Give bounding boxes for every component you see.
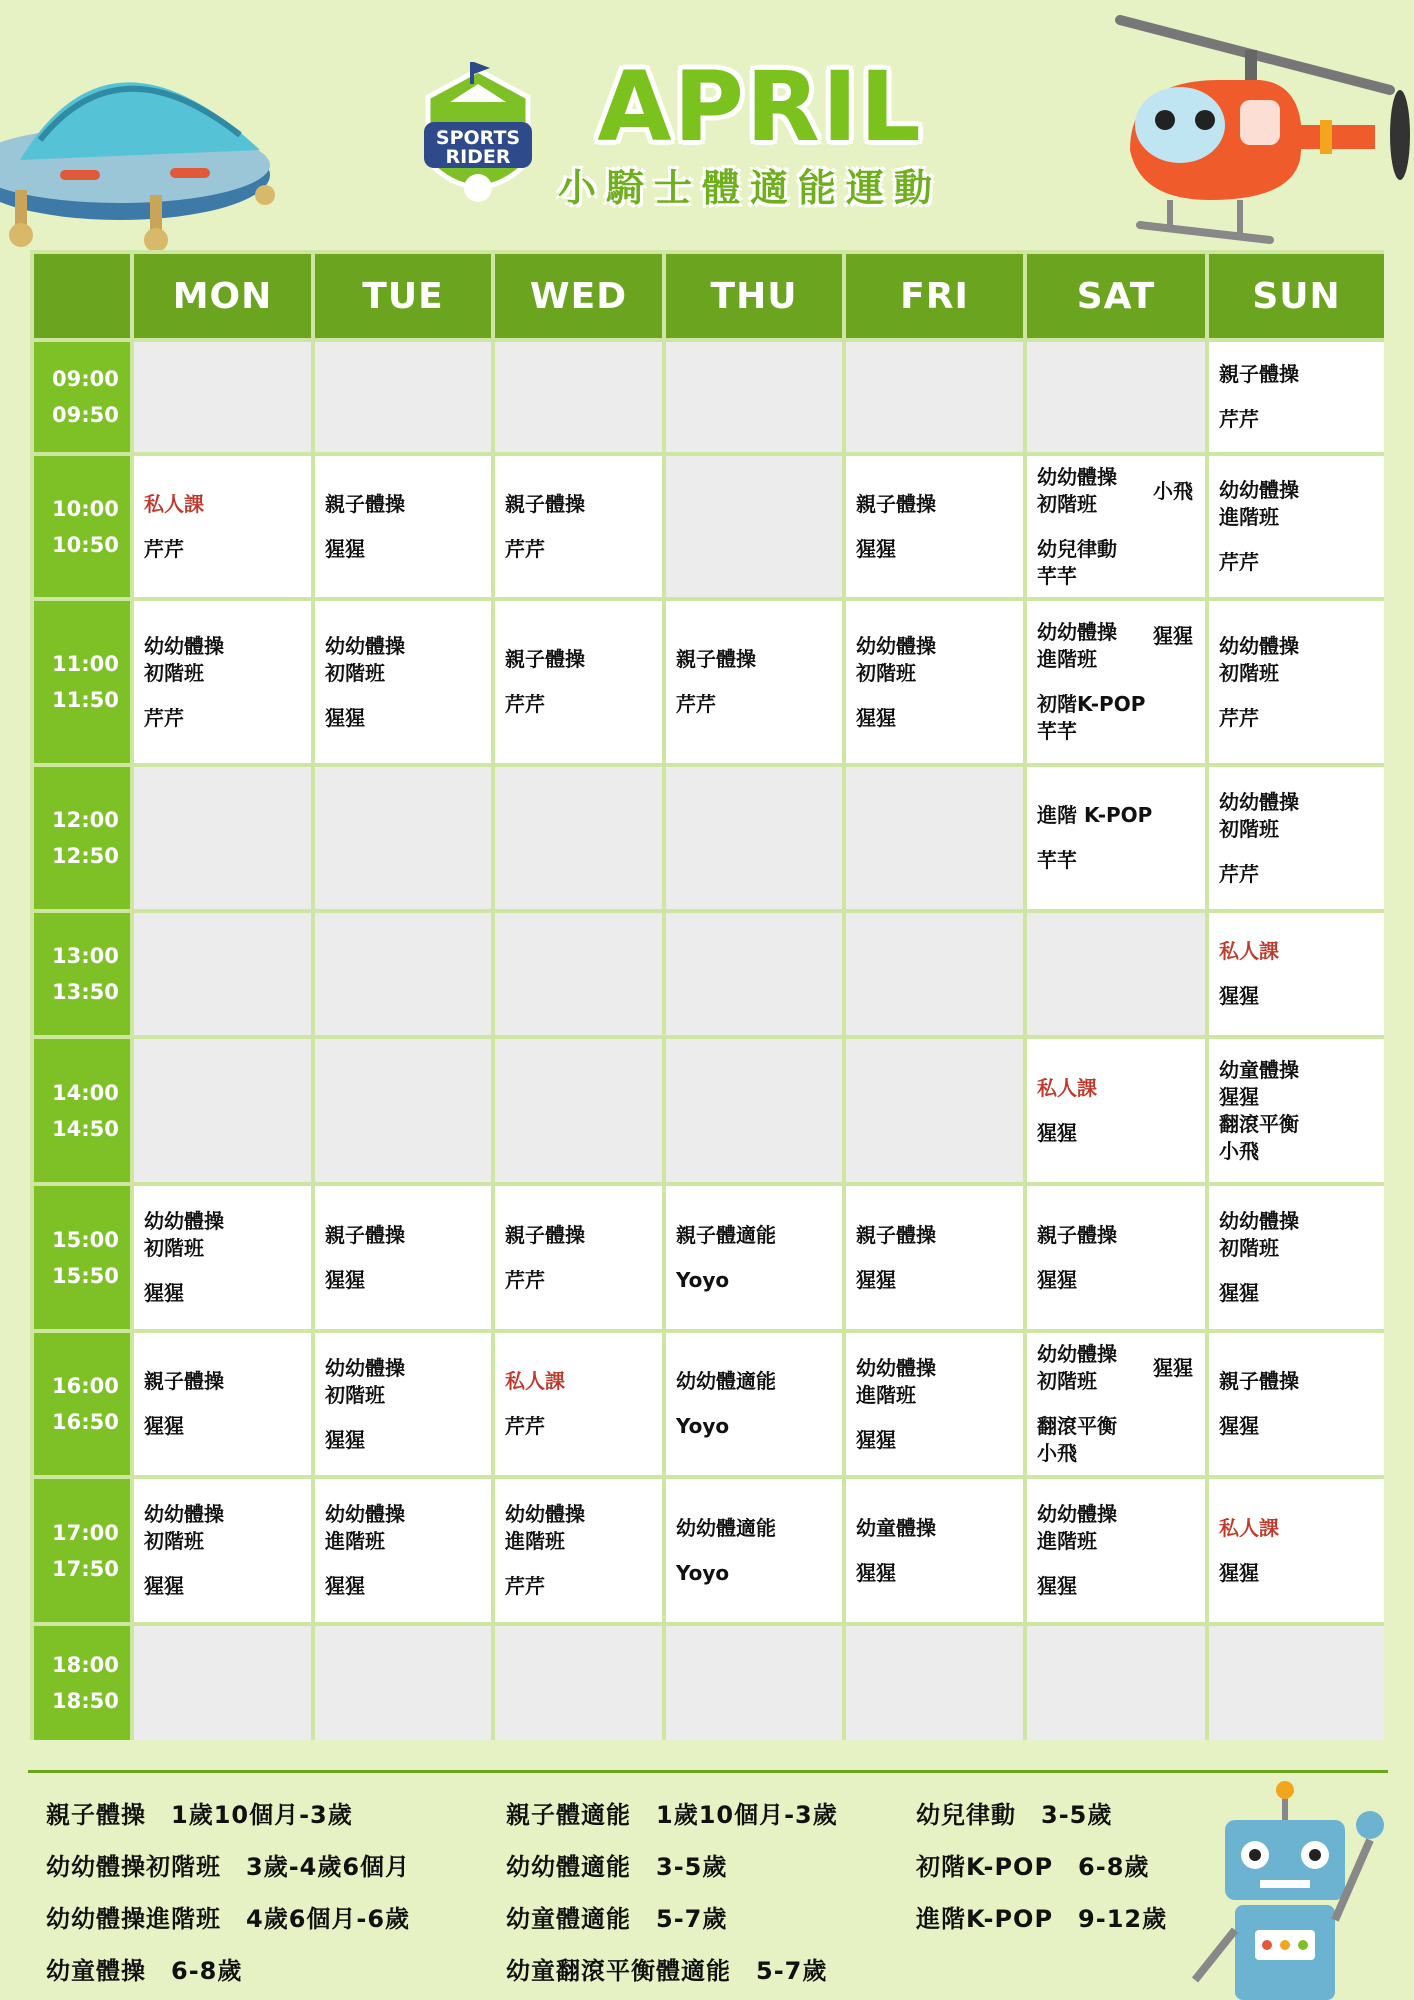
logo-text-line1: SPORTS: [435, 127, 521, 149]
class-detail: 芹芹: [505, 1267, 545, 1292]
class-cell: [1027, 1333, 1205, 1475]
class-cell: [134, 1186, 311, 1329]
class-cell: [1209, 456, 1384, 597]
class-cell: [846, 1186, 1023, 1329]
class-detail: 猩猩: [856, 536, 896, 561]
class-name: 親子體操: [325, 491, 405, 516]
cell-spacer: [144, 1262, 301, 1280]
class-name: 親子體操: [856, 1222, 936, 1247]
class-detail: 初階班: [1219, 816, 1279, 841]
time-start: 10:00: [52, 496, 119, 521]
class-cell: [315, 601, 491, 763]
cell-spacer: [676, 1395, 832, 1413]
time-slot-label: [34, 1333, 130, 1475]
class-name: 幼幼體操: [1037, 1502, 1117, 1526]
class-detail: 猩猩: [1219, 984, 1259, 1008]
cell-spacer: [505, 673, 652, 691]
class-name: 幼幼體操: [144, 633, 224, 658]
empty-cell: [495, 1039, 662, 1182]
empty-cell: [134, 342, 311, 452]
class-detail: 芊芊: [1037, 719, 1077, 743]
class-name: 親子體操: [505, 1222, 585, 1247]
class-detail: 初階班: [856, 660, 916, 685]
class-detail: 芊芊: [1037, 563, 1077, 588]
class-name: 私人課: [505, 1369, 565, 1393]
class-detail: 猩猩: [856, 705, 896, 730]
time-slot-label: [34, 1626, 130, 1740]
cell-spacer: [676, 1542, 832, 1560]
class-name: 幼幼體操: [144, 1209, 224, 1233]
class-cell: [315, 1186, 491, 1329]
class-name: 幼幼體操: [144, 1502, 224, 1526]
class-name: 親子體操: [325, 1222, 405, 1247]
class-detail: 猩猩: [144, 1281, 184, 1305]
class-detail: 翻滾平衡: [1037, 1414, 1117, 1438]
cell-spacer: [1219, 1262, 1374, 1280]
class-cell: [315, 1333, 491, 1475]
class-detail: 猩猩: [1037, 1574, 1077, 1598]
class-detail: 猩猩: [144, 1574, 184, 1598]
class-cell: [1209, 913, 1384, 1035]
class-detail: 芹芹: [505, 1414, 545, 1438]
class-detail: 初階K-POP: [1037, 692, 1146, 716]
class-name: 幼幼體操: [1219, 633, 1299, 658]
legend-item: 進階K-POP 9-12歲: [916, 1905, 1168, 1933]
cell-spacer: [676, 673, 832, 691]
class-cell: [1209, 601, 1384, 763]
class-name: 幼幼體操: [1037, 464, 1117, 489]
cell-spacer: [144, 687, 301, 705]
cell-spacer: [325, 1409, 481, 1427]
class-detail: 芊芊: [1037, 848, 1077, 872]
class-cell: [1027, 1039, 1205, 1182]
day-header-thu: THU: [666, 254, 842, 338]
time-slot-label: [34, 456, 130, 597]
time-slot-label: [34, 913, 130, 1035]
class-detail: 猩猩: [325, 705, 365, 730]
class-cell: [1209, 342, 1384, 452]
cell-spacer: [676, 1249, 832, 1267]
class-name: 親子體操: [1219, 1369, 1299, 1393]
cell-spacer: [1037, 1395, 1195, 1413]
class-detail: 初階班: [144, 1236, 204, 1260]
class-name: 親子體操: [505, 647, 585, 671]
class-cell: [1209, 767, 1384, 909]
legend-item: 親子體操 1歲10個月-3歲: [46, 1801, 353, 1829]
cell-spacer: [1037, 673, 1195, 691]
legend-item: 親子體適能 1歲10個月-3歲: [506, 1801, 838, 1829]
empty-cell: [134, 1039, 311, 1182]
class-detail: 芹芹: [1219, 550, 1259, 574]
class-detail: 進階班: [325, 1529, 385, 1553]
day-header-tue: TUE: [315, 254, 491, 338]
empty-cell: [666, 456, 842, 597]
class-detail: 芹芹: [144, 705, 184, 730]
cell-spacer: [1219, 843, 1374, 861]
empty-cell: [666, 1626, 842, 1740]
day-header-fri: FRI: [846, 254, 1023, 338]
time-end: 17:50: [52, 1556, 119, 1581]
class-detail: 猩猩: [325, 536, 365, 561]
second-instructor: 猩猩: [1153, 1356, 1193, 1380]
class-detail: 初階班: [325, 660, 385, 685]
class-name: 進階 K-POP: [1037, 803, 1153, 827]
legend-item: 初階K-POP 6-8歲: [916, 1853, 1150, 1881]
class-detail: 猩猩: [1219, 1084, 1259, 1109]
empty-cell: [315, 1039, 491, 1182]
timetable: [30, 250, 1384, 1740]
class-detail: 初階班: [1037, 491, 1097, 516]
legend-item: 幼幼體操初階班 3歲-4歲6個月: [46, 1853, 411, 1881]
class-detail: 猩猩: [1037, 1120, 1077, 1145]
class-detail: 進階班: [1037, 647, 1097, 671]
class-name: 幼幼體適能: [676, 1515, 776, 1540]
page-subtitle: 小騎士體適能運動: [557, 166, 942, 210]
class-cell: [134, 1333, 311, 1475]
class-detail: 芹芹: [505, 536, 545, 561]
class-cell: [134, 601, 311, 763]
class-detail: 芹芹: [1219, 861, 1259, 886]
class-detail: 芹芹: [1219, 705, 1259, 730]
legend-divider: [28, 1770, 1388, 1773]
day-header-sun: SUN: [1209, 254, 1384, 338]
class-detail: 初階班: [1219, 660, 1279, 685]
ufo-illustration: [0, 30, 300, 260]
time-start: 13:00: [52, 944, 119, 968]
class-cell: [495, 1479, 662, 1622]
class-detail: Yoyo: [676, 1414, 730, 1438]
empty-cell: [1027, 1626, 1205, 1740]
class-detail: 進階班: [856, 1382, 916, 1407]
empty-cell: [1027, 913, 1205, 1035]
legend-item: 幼幼體操進階班 4歲6個月-6歲: [46, 1905, 411, 1933]
empty-cell: [666, 767, 842, 909]
cell-spacer: [1219, 1542, 1374, 1560]
time-slot-label: [34, 1039, 130, 1182]
class-cell: [846, 1333, 1023, 1475]
cell-spacer: [144, 1395, 301, 1413]
class-detail: 翻滾平衡: [1219, 1111, 1299, 1136]
empty-cell: [134, 913, 311, 1035]
legend-item: 幼童體適能 5-7歲: [506, 1905, 728, 1933]
class-name: 幼幼體操: [325, 633, 405, 658]
class-name: 幼幼體操: [856, 1355, 936, 1380]
day-header-sat: SAT: [1027, 254, 1205, 338]
empty-cell: [315, 913, 491, 1035]
time-start: 18:00: [52, 1653, 119, 1677]
class-cell: [495, 1333, 662, 1475]
cell-spacer: [1219, 388, 1374, 406]
class-detail: 猩猩: [1219, 1414, 1259, 1438]
cell-spacer: [856, 518, 1013, 536]
class-name: 私人課: [144, 491, 204, 516]
time-end: 18:50: [52, 1689, 119, 1713]
time-start: 14:00: [52, 1080, 119, 1105]
class-name: 幼幼體操: [1219, 1209, 1299, 1233]
class-detail: 猩猩: [856, 1560, 896, 1585]
cell-spacer: [856, 1409, 1013, 1427]
time-start: 16:00: [52, 1374, 119, 1398]
class-cell: [495, 456, 662, 597]
class-name: 親子體操: [144, 1369, 224, 1393]
time-slot-label: [34, 767, 130, 909]
empty-cell: [1027, 342, 1205, 452]
cell-spacer: [505, 1395, 652, 1413]
time-slot-label: [34, 1186, 130, 1329]
cell-spacer: [1219, 1395, 1374, 1413]
cell-spacer: [1037, 1555, 1195, 1573]
class-detail: 初階班: [1219, 1236, 1279, 1260]
cell-spacer: [1037, 1249, 1195, 1267]
class-cell: [846, 601, 1023, 763]
class-cell: [495, 1186, 662, 1329]
class-cell: [315, 1479, 491, 1622]
empty-cell: [666, 913, 842, 1035]
class-detail: 猩猩: [856, 1267, 896, 1292]
class-detail: 芹芹: [505, 1574, 545, 1598]
empty-cell: [315, 1626, 491, 1740]
second-instructor: 猩猩: [1153, 624, 1193, 648]
time-slot-label: [34, 601, 130, 763]
class-name: 幼幼體適能: [676, 1369, 776, 1393]
empty-cell: [495, 767, 662, 909]
empty-cell: [846, 1039, 1023, 1182]
class-name: 親子體操: [856, 491, 936, 516]
class-name: 幼幼體操: [856, 633, 936, 658]
class-detail: 初階班: [144, 1529, 204, 1553]
class-detail: 幼兒律動: [1037, 536, 1117, 561]
class-detail: 小飛: [1037, 1441, 1077, 1465]
cell-spacer: [325, 518, 481, 536]
cell-spacer: [144, 518, 301, 536]
empty-cell: [846, 342, 1023, 452]
time-start: 17:00: [52, 1520, 119, 1545]
class-name: 幼童體操: [856, 1515, 936, 1540]
class-detail: 芹芹: [505, 692, 545, 716]
class-cell: [666, 601, 842, 763]
class-detail: 初階班: [325, 1382, 385, 1407]
class-detail: 猩猩: [856, 1427, 896, 1452]
class-detail: 進階班: [1219, 505, 1279, 529]
empty-cell: [846, 767, 1023, 909]
time-start: 09:00: [52, 367, 119, 391]
legend-item: 幼幼體適能 3-5歲: [506, 1853, 728, 1881]
class-name: 私人課: [1037, 1075, 1097, 1100]
class-name: 幼幼體操: [1219, 789, 1299, 814]
class-name: 親子體操: [1037, 1222, 1117, 1247]
time-end: 15:50: [52, 1263, 119, 1288]
cell-spacer: [505, 1555, 652, 1573]
time-end: 16:50: [52, 1410, 119, 1434]
cell-spacer: [1037, 1102, 1195, 1120]
class-cell: [666, 1479, 842, 1622]
class-name: 親子體適能: [676, 1222, 776, 1247]
empty-cell: [315, 342, 491, 452]
class-detail: 初階班: [1037, 1369, 1097, 1393]
time-end: 12:50: [52, 844, 119, 868]
class-detail: 小飛: [1219, 1138, 1259, 1163]
cell-spacer: [856, 1542, 1013, 1560]
class-name: 幼幼體操: [1037, 1342, 1117, 1366]
empty-cell: [495, 342, 662, 452]
cell-spacer: [856, 687, 1013, 705]
empty-cell: [134, 1626, 311, 1740]
time-end: 11:50: [52, 688, 119, 712]
legend-item: 幼童翻滾平衡體適能 5-7歲: [506, 1957, 828, 1985]
cell-spacer: [505, 518, 652, 536]
class-name: 私人課: [1219, 1515, 1279, 1540]
header-corner: [34, 254, 130, 338]
class-name: 親子體操: [505, 491, 585, 516]
class-cell: [1027, 1186, 1205, 1329]
class-cell: [1027, 767, 1205, 909]
empty-cell: [495, 1626, 662, 1740]
class-detail: 猩猩: [325, 1574, 365, 1598]
empty-cell: [666, 342, 842, 452]
cell-spacer: [1219, 965, 1374, 983]
cell-spacer: [1037, 829, 1195, 847]
class-name: 幼幼體操: [1219, 478, 1299, 502]
second-instructor: 小飛: [1153, 479, 1193, 503]
time-end: 14:50: [52, 1116, 119, 1141]
class-detail: 猩猩: [144, 1414, 184, 1438]
time-end: 10:50: [52, 532, 119, 557]
class-detail: 猩猩: [1219, 1560, 1259, 1585]
time-start: 11:00: [52, 652, 119, 676]
class-cell: [1209, 1186, 1384, 1329]
class-name: 私人課: [1219, 939, 1279, 963]
class-name: 幼幼體操: [505, 1502, 585, 1526]
class-detail: Yoyo: [676, 1267, 730, 1292]
time-slot-label: [34, 342, 130, 452]
class-name: 幼幼體操: [1037, 620, 1117, 644]
class-name: 幼童體操: [1219, 1057, 1299, 1082]
time-end: 13:50: [52, 980, 119, 1004]
cell-spacer: [325, 1555, 481, 1573]
class-cell: [1027, 1479, 1205, 1622]
class-cell: [1027, 601, 1205, 763]
cell-spacer: [1219, 687, 1374, 705]
class-detail: 猩猩: [1037, 1267, 1077, 1292]
cell-spacer: [1037, 518, 1195, 536]
sports-rider-logo: [420, 62, 536, 212]
robot-illustration: [1175, 1780, 1395, 2000]
legend-item: 幼兒律動 3-5歲: [916, 1801, 1113, 1829]
legend-item: 幼童體操 6-8歲: [46, 1957, 243, 1985]
class-cell: [846, 1479, 1023, 1622]
empty-cell: [315, 767, 491, 909]
class-detail: 進階班: [1037, 1529, 1097, 1553]
empty-cell: [846, 913, 1023, 1035]
class-cell: [134, 1479, 311, 1622]
empty-cell: [1209, 1626, 1384, 1740]
class-cell: [846, 456, 1023, 597]
class-cell: [1027, 456, 1205, 597]
cell-spacer: [505, 1249, 652, 1267]
empty-cell: [666, 1039, 842, 1182]
class-detail: Yoyo: [676, 1560, 730, 1585]
class-name: 親子體操: [676, 647, 756, 671]
class-cell: [1209, 1333, 1384, 1475]
cell-spacer: [856, 1249, 1013, 1267]
class-detail: 芹芹: [1219, 407, 1259, 431]
time-end: 09:50: [52, 403, 119, 427]
cell-spacer: [325, 1249, 481, 1267]
class-cell: [666, 1186, 842, 1329]
class-name: 親子體操: [1219, 362, 1299, 386]
class-name: 幼幼體操: [325, 1355, 405, 1380]
helicopter-illustration: [1110, 10, 1414, 250]
empty-cell: [134, 767, 311, 909]
class-detail: 猩猩: [325, 1427, 365, 1452]
empty-cell: [846, 1626, 1023, 1740]
time-slot-label: [34, 1479, 130, 1622]
class-cell: [315, 456, 491, 597]
cell-spacer: [144, 1555, 301, 1573]
class-detail: 猩猩: [1219, 1281, 1259, 1305]
class-cell: [495, 601, 662, 763]
class-cell: [1209, 1039, 1384, 1182]
class-name: 幼幼體操: [325, 1502, 405, 1526]
class-detail: 芹芹: [144, 536, 184, 561]
logo-text-line2: RIDER: [445, 146, 511, 168]
empty-cell: [495, 913, 662, 1035]
class-detail: 猩猩: [325, 1267, 365, 1292]
class-detail: 初階班: [144, 660, 204, 685]
day-header-mon: MON: [134, 254, 311, 338]
class-detail: 芹芹: [676, 692, 716, 716]
time-start: 15:00: [52, 1227, 119, 1252]
class-cell: [1209, 1479, 1384, 1622]
time-start: 12:00: [52, 808, 119, 832]
cell-spacer: [325, 687, 481, 705]
class-cell: [666, 1333, 842, 1475]
month-title: APRIL: [597, 51, 923, 163]
class-cell: [134, 456, 311, 597]
day-header-wed: WED: [495, 254, 662, 338]
class-detail: 進階班: [505, 1529, 565, 1553]
cell-spacer: [1219, 531, 1374, 549]
